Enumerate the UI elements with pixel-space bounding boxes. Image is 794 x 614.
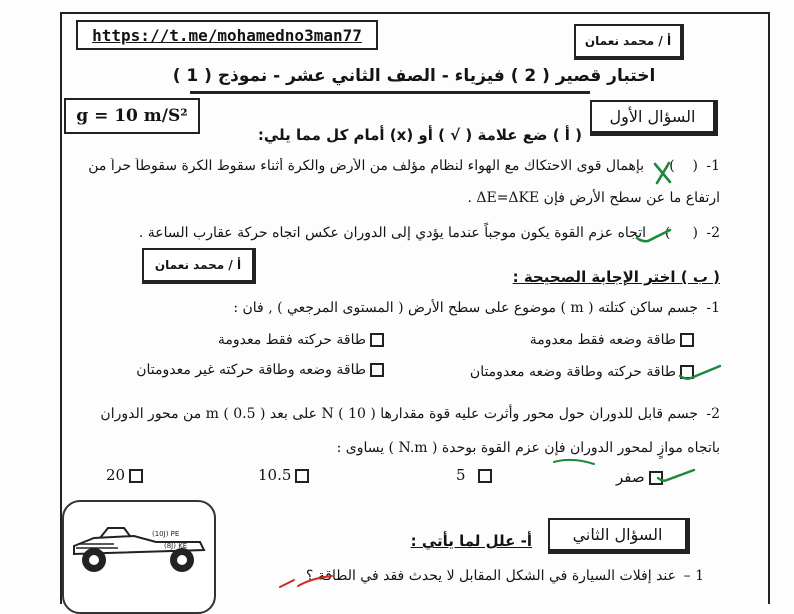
- question-2-label: السؤال الثاني: [548, 518, 690, 554]
- q1b-2-option-c[interactable]: 10.5: [258, 466, 313, 484]
- checkbox-icon[interactable]: [129, 469, 143, 483]
- check-mark-icon: [634, 224, 674, 246]
- q1b-item-2-number: 2-: [706, 406, 720, 422]
- teacher-stamp: أ / محمد نعمان: [142, 248, 256, 284]
- telegram-url[interactable]: https://t.me/mohamedno3man77: [76, 20, 378, 50]
- q1-part-a-heading: ( أ ) ضع علامة ( √ ) أو (x) أمام كل مما يلي:: [257, 126, 582, 144]
- teacher-name-badge: أ / محمد نعمان: [574, 24, 684, 60]
- car-drawing: [64, 502, 214, 592]
- gravity-constant: g = 10 m/S²: [64, 98, 200, 134]
- checkbox-icon[interactable]: [478, 469, 492, 483]
- q1a-item-2-number: 2-: [706, 225, 720, 241]
- checkbox-icon[interactable]: [370, 333, 384, 347]
- q1b-item-1-text: جسم ساكن كتلته ( m ) موضوع على سطح الأرض ( المستوى المرجعي ) , فان :: [233, 300, 698, 316]
- car-figure: [62, 500, 216, 614]
- q1b-1-option-d[interactable]: طاقة وضعه وطاقة حركته غير معدومتان: [136, 362, 388, 378]
- q1b-2-option-a[interactable]: صفر: [616, 468, 667, 486]
- q1a-item-1-number: 1-: [706, 158, 720, 174]
- checkbox-icon[interactable]: [370, 363, 384, 377]
- title-underline: [190, 91, 590, 94]
- q1a-item-2-text: اتجاه عزم القوة يكون موجباً عندما يؤدي إلى الدوران عكس اتجاه حركة عقارب الساعة .: [138, 225, 646, 241]
- red-mark: [276, 574, 336, 589]
- pe-label: (10J) PE: [152, 530, 180, 538]
- answer-check-icon: [678, 362, 722, 384]
- q2-part-a-heading: أ- علل لما يأتي :: [410, 532, 532, 550]
- q1a-item-2-bracket: ( ): [664, 225, 698, 241]
- q1a-item-1-text-line2: ارتفاع ما عن سطح الأرض فإن ΔE=ΔKE .: [467, 190, 720, 206]
- q1b-2-option-b[interactable]: 5: [456, 466, 496, 484]
- q1a-item-1-bracket: ( ): [669, 158, 698, 174]
- q1b-item-1-number: 1-: [706, 300, 720, 316]
- q2a-item-1-text: عند إفلات السيارة في الشكل المقابل لا يحدث فقد في الطاقة ؟: [305, 568, 676, 584]
- question-1-label: السؤال الأول: [590, 100, 718, 136]
- q1b-1-option-c[interactable]: طاقة حركته وطاقة وضعه معدومتان: [470, 364, 698, 380]
- q1a-item-1-text: بإهمال قوى الاحتكاك مع الهواء لنظام مؤلف من الأرض والكرة أثناء سقوط الكرة سقوطاً حراً من: [88, 158, 644, 174]
- q1-part-b-heading: ( ب ) اختر الإجابة الصحيحة :: [512, 268, 720, 286]
- checkbox-icon[interactable]: [680, 333, 694, 347]
- q1b-item-2-text-line2: باتجاه موازٍ لمحور الدوران فإن عزم القوة بوحدة ( N.m ) يساوى :: [336, 440, 720, 456]
- q1b-2-option-d[interactable]: 20: [106, 466, 147, 484]
- q1b-1-option-b[interactable]: طاقة حركته فقط معدومة: [218, 332, 388, 348]
- q2a-item-1-number: 1 –: [683, 568, 704, 584]
- ke-label: (8J) KE: [164, 542, 188, 550]
- x-mark-icon: [652, 160, 674, 186]
- q1b-item-2-text: جسم قابل للدوران حول محور وأثرت عليه قوة مقدارها N ( 10 ) على بعد m ( 0.5 ) من محور الدوران: [100, 406, 698, 422]
- underline-mark: [552, 456, 596, 468]
- exam-title: اختبار قصير ( 2 ) فيزياء - الصف الثاني عشر - نموذج ( 1 ): [172, 66, 656, 86]
- q1b-1-option-a[interactable]: طاقة وضعه فقط معدومة: [530, 332, 698, 348]
- checkbox-icon[interactable]: [295, 469, 309, 483]
- answer-check-icon: [656, 466, 696, 486]
